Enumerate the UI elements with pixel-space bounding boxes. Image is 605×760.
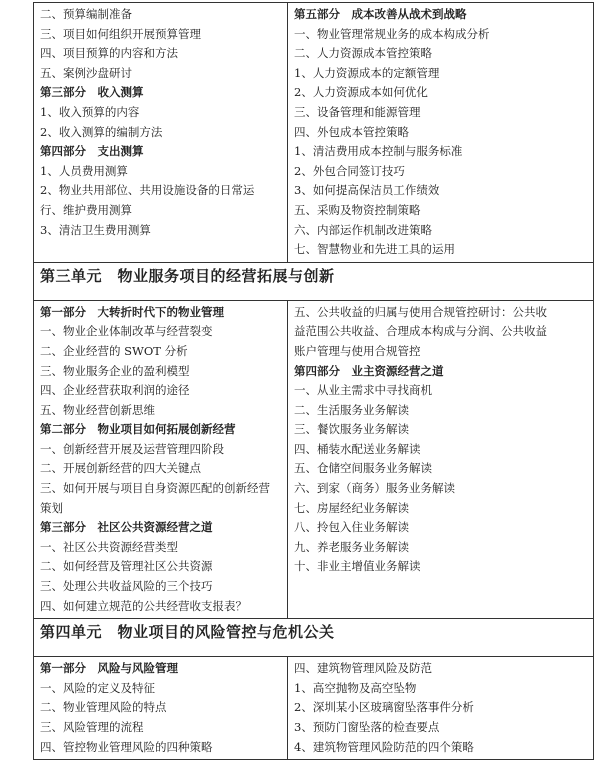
content-row [34,657,594,760]
outline-item: 1、人员费用测算 [40,163,128,178]
outline-item: 策划 [40,500,63,515]
outline-item: 五、仓储空间服务业务解读 [294,461,432,476]
outline-item: 三、处理公共收益风险的三个技巧 [40,579,213,594]
outline-item: 3、清洁卫生费用测算 [40,222,151,237]
right-column [288,3,594,263]
outline-item: 三、物业服务企业的盈利模型 [40,363,190,378]
outline-item: 五、采购及物资控制策略 [294,202,421,217]
outline-item: 一、物业企业体制改革与经营裂变 [40,324,213,339]
outline-item: 七、智慧物业和先进工具的运用 [294,242,455,257]
outline-item: 益范围公共收益、合理成本构成与分润、公共收益 [294,324,547,339]
outline-item: 三、风险管理的流程 [40,720,144,734]
outline-item: 四、企业经营获取利润的途径 [40,383,190,398]
outline-item: 四、外包成本管控策略 [294,124,409,139]
content-row [34,3,594,263]
content-row [34,300,594,619]
outline-item: 二、人力资源成本管控策略 [294,46,432,61]
outline-item: 四、如何建立规范的公共经营收支报表？ [40,598,247,613]
outline-item: 一、创新经营开展及运营管理四阶段 [40,441,224,456]
part-heading: 第一部分 风险与风险管理 [40,661,178,676]
outline-item: 三、项目如何组织开展预算管理 [40,26,201,41]
right-column [288,657,594,760]
outline-item: 四、项目预算的内容和方法 [40,46,178,61]
part-heading: 第二部分 物业项目如何拓展创新经营 [40,422,236,437]
outline-item: 四、建筑物管理风险及防范 [294,661,432,676]
outline-item: 1、清洁费用成本控制与服务标准 [294,144,463,159]
part-heading: 第四部分 业主资源经营之道 [294,363,444,378]
outline-item: 行、维护费用测算 [40,202,132,217]
outline-item: 五、公共收益的归属与使用合规管控研讨：公共收 [294,304,547,319]
outline-item: 二、预算编制准备 [40,7,132,21]
section-header-row [34,262,594,300]
part-heading: 第一部分 大转折时代下的物业管理 [40,304,224,319]
section-title: 第四单元 物业项目的风险管控与危机公关 [40,623,335,642]
outline-item: 十、非业主增值业务解读 [294,559,421,574]
outline-item: 三、设备管理和能源管理 [294,104,421,119]
outline-item: 1、收入预算的内容 [40,104,140,119]
outline-item: 六、内部运作机制改进策略 [294,222,432,237]
outline-item: 一、物业管理常规业务的成本构成分析 [294,26,490,41]
outline-item: 二、物业管理风险的特点 [40,700,167,715]
outline-item: 五、案例沙盘研讨 [40,65,132,80]
left-column [34,3,288,263]
outline-item: 账户管理与使用合规管控 [294,343,421,358]
outline-item: 二、开展创新经营的四大关键点 [40,461,201,476]
outline-item: 一、社区公共资源经营类型 [40,539,178,554]
right-column [288,300,594,619]
outline-item: 六、到家（商务）服务业务解读 [294,481,455,496]
outline-item: 2、收入测算的编制方法 [40,124,163,139]
outline-item: 四、桶装水配送业务解读 [294,441,421,456]
course-outline-table [33,2,594,760]
outline-item: 4、建筑物管理风险防范的四个策略 [294,739,474,754]
outline-item: 2、深圳某小区玻璃窗坠落事件分析 [294,700,474,715]
outline-item: 三、餐饮服务业务解读 [294,422,409,437]
outline-item: 1、高空抛物及高空坠物 [294,680,417,695]
outline-item: 2、人力资源成本如何优化 [294,85,428,100]
outline-item: 八、拎包入住业务解读 [294,520,409,535]
outline-item: 一、从业主需求中寻找商机 [294,383,432,398]
outline-item: 三、如何开展与项目自身资源匹配的创新经营 [40,481,270,496]
part-heading: 第三部分 社区公共资源经营之道 [40,520,213,535]
outline-item: 九、养老服务业务解读 [294,539,409,554]
outline-item: 3、预防门窗坠落的检查要点 [294,720,440,734]
outline-item: 2、外包合同签订技巧 [294,163,405,178]
outline-item: 二、生活服务业务解读 [294,402,409,417]
left-column [34,657,288,760]
outline-item: 二、如何经营及管理社区公共资源 [40,559,213,574]
part-heading: 第四部分 支出测算 [40,144,144,159]
outline-item: 二、企业经营的 SWOT 分析 [40,343,188,358]
section-title: 第三单元 物业服务项目的经营拓展与创新 [40,266,335,285]
outline-item: 3、如何提高保洁员工作绩效 [294,183,440,198]
part-heading: 第五部分 成本改善从战术到战略 [294,7,467,21]
part-heading: 第三部分 收入测算 [40,85,144,100]
outline-item: 一、风险的定义及特征 [40,680,155,695]
outline-item: 四、管控物业管理风险的四种策略 [40,739,213,754]
outline-item: 五、物业经营创新思维 [40,402,155,417]
outline-item: 1、人力资源成本的定额管理 [294,65,440,80]
outline-item: 七、房屋经纪业务解读 [294,500,409,515]
section-header-row [34,619,594,657]
outline-item: 2、物业共用部位、共用设施设备的日常运 [40,183,255,198]
left-column [34,300,288,619]
